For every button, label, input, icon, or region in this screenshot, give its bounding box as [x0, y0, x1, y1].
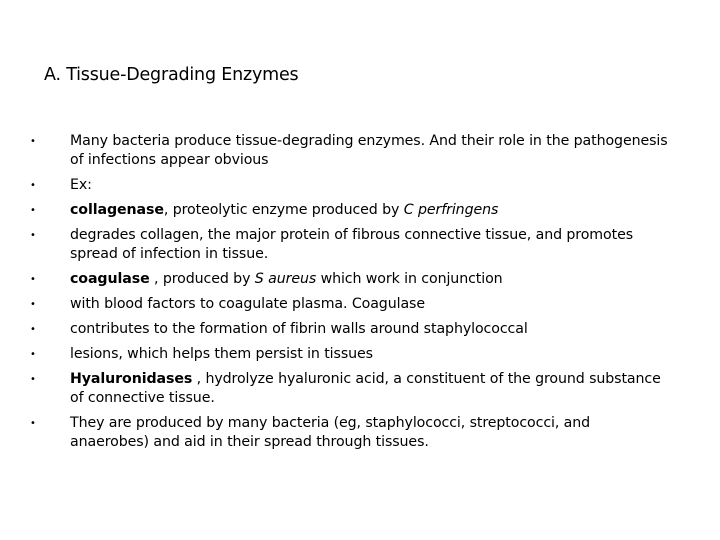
bullet-text — [70, 295, 670, 314]
text-segment: which work in conjunction — [316, 271, 503, 287]
text-segment: Many bacteria produce tissue-degrading enzymes. And their role in the pathogenesis of infections appear obvious — [70, 133, 668, 168]
bullet-dot-icon: • — [30, 374, 36, 385]
text-segment: contributes to the formation of fibrin walls around staphylococcal — [70, 321, 528, 337]
bullet-item — [30, 132, 670, 170]
text-segment: , proteolytic enzyme produced by — [163, 202, 404, 218]
text-segment: with blood factors to coagulate plasma. Coagulase — [70, 296, 425, 312]
text-segment: Ex: — [70, 177, 92, 193]
slide-title: A. Tissue-Degrading Enzymes — [44, 65, 299, 85]
bullet-text — [70, 201, 670, 220]
italic-text-segment: S aureus — [254, 271, 317, 287]
text-segment: degrades collagen, the major protein of fibrous connective tissue, and promotes spread of infection in tissue. — [70, 227, 633, 262]
bullet-dot-icon: • — [30, 180, 36, 191]
bullet-dot-icon: • — [30, 274, 36, 285]
bullet-dot-icon: • — [30, 349, 36, 360]
text-segment: , hydrolyze hyaluronic acid, a constituent of the ground substance of connective tissue. — [70, 371, 661, 406]
bullet-text — [70, 132, 670, 170]
bullet-dot-icon: • — [30, 205, 36, 216]
bullet-text — [70, 176, 670, 195]
bullet-dot-icon: • — [30, 418, 36, 429]
bullet-text — [70, 370, 670, 408]
bullet-item — [30, 176, 670, 195]
bullet-text — [70, 320, 670, 339]
italic-text-segment: C perfringens — [403, 202, 499, 218]
bullet-item — [30, 226, 670, 264]
bullet-text — [70, 270, 670, 289]
text-segment: , produced by — [149, 271, 255, 287]
bullet-item — [30, 320, 670, 339]
bullet-dot-icon: • — [30, 230, 36, 241]
bullet-dot-icon: • — [30, 324, 36, 335]
bullet-item — [30, 345, 670, 364]
bullet-item — [30, 201, 670, 220]
bullet-dot-icon: • — [30, 299, 36, 310]
bullet-item — [30, 370, 670, 408]
bullet-text — [70, 345, 670, 364]
bullet-item — [30, 295, 670, 314]
text-segment: lesions, which helps them persist in tissues — [70, 346, 373, 362]
bullet-list — [30, 132, 670, 458]
bullet-text — [70, 226, 670, 264]
text-segment: They are produced by many bacteria (eg, staphylococci, streptococci, and anaerobes) and aid in their spread through tissues. — [70, 415, 591, 450]
bold-text-segment: collagenase — [70, 202, 164, 218]
bullet-text — [70, 414, 670, 452]
bullet-item — [30, 414, 670, 452]
bullet-dot-icon: • — [30, 136, 36, 147]
bold-text-segment: coagulase — [70, 271, 150, 287]
bold-text-segment: Hyaluronidases — [70, 371, 193, 387]
bullet-item — [30, 270, 670, 289]
